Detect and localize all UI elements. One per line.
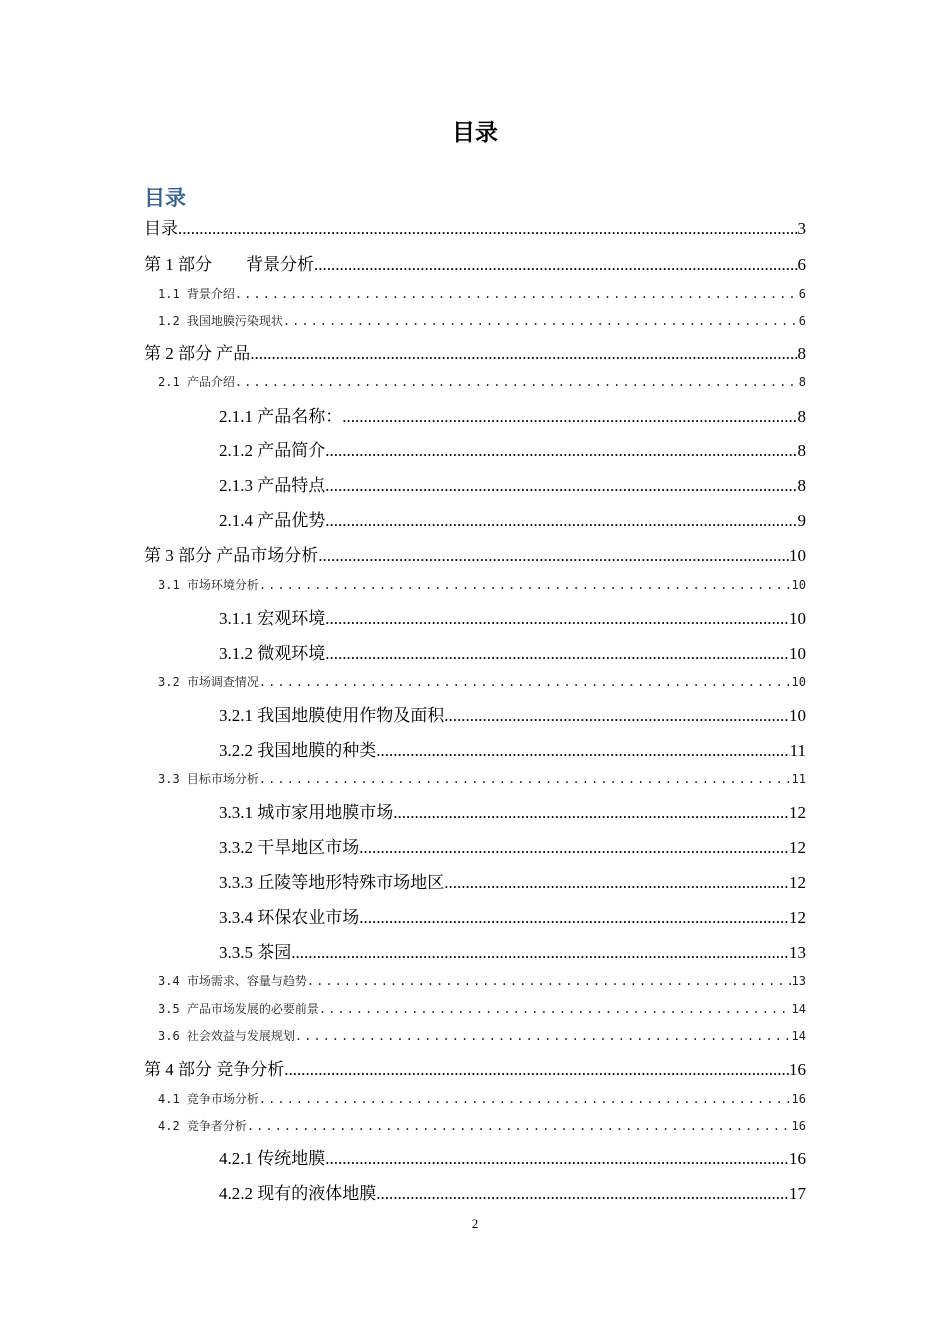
toc-dot-leader — [325, 441, 797, 460]
toc-entry-title: 第 2 部分 产品 — [144, 344, 251, 363]
toc-dot-leader — [376, 1184, 789, 1203]
toc-entry[interactable] — [158, 972, 806, 990]
toc-entry[interactable] — [158, 285, 806, 303]
toc-entry-page: 11 — [789, 741, 806, 760]
toc-entry[interactable] — [219, 402, 806, 426]
toc-entry-title: 3.2 市场调查情况 — [158, 675, 259, 689]
toc-entry[interactable] — [158, 770, 806, 788]
toc-entry-page: 9 — [797, 511, 806, 530]
toc-entry[interactable] — [219, 701, 806, 725]
toc-entry[interactable] — [219, 833, 806, 857]
toc-entry-page: 3 — [797, 219, 806, 238]
toc-entry-title: 3.3.5 茶园 — [219, 943, 292, 962]
page-title: 目录 — [452, 120, 498, 146]
toc-entry[interactable] — [219, 471, 806, 495]
toc-entry-title: 3.3.3 丘陵等地形特殊市场地区 — [219, 873, 445, 892]
toc-entry-title: 3.3.1 城市家用地膜市场 — [219, 803, 394, 822]
toc-entry-title: 4.1 竞争市场分析 — [158, 1092, 259, 1106]
toc-entry[interactable] — [219, 1144, 806, 1168]
toc-entry-title: 2.1.4 产品优势 — [219, 511, 326, 530]
toc-entry-title: 4.2.2 现有的液体地膜 — [219, 1184, 377, 1203]
toc-dot-leader — [393, 803, 789, 822]
toc-entry[interactable] — [219, 604, 806, 628]
toc-entry-title: 目录 — [144, 219, 178, 238]
toc-dot-leader — [359, 908, 789, 927]
toc-entry-title: 第 4 部分 竞争分析 — [144, 1060, 285, 1079]
toc-dot-leader — [259, 675, 792, 689]
toc-entry-title: 4.2.1 传统地膜 — [219, 1149, 326, 1168]
toc-entry[interactable] — [219, 506, 806, 530]
toc-entry[interactable] — [219, 736, 806, 760]
toc-dot-leader — [295, 1029, 792, 1043]
toc-dot-leader — [325, 476, 797, 495]
toc-entry-title: 第 3 部分 产品市场分析 — [144, 546, 319, 565]
toc-dot-leader — [325, 1149, 789, 1168]
toc-entry[interactable] — [158, 1000, 806, 1018]
toc-entry-title: 3.1.2 微观环境 — [219, 644, 326, 663]
toc-entry-page: 6 — [798, 287, 806, 301]
toc-entry-page: 8 — [798, 375, 806, 389]
toc-entry-page: 13 — [789, 943, 806, 962]
toc-entry-page: 12 — [789, 908, 806, 927]
toc-dot-leader — [444, 706, 789, 725]
toc-entry-page: 6 — [798, 314, 806, 328]
toc-entry[interactable] — [219, 436, 806, 460]
toc-entry-page: 11 — [791, 772, 806, 786]
toc-entry-page: 8 — [797, 476, 806, 495]
toc-entry-page: 8 — [797, 441, 806, 460]
toc-dot-leader — [359, 838, 789, 857]
toc-entry-page: 14 — [791, 1002, 806, 1016]
toc-entry[interactable] — [158, 1090, 806, 1108]
toc-entry-page: 10 — [789, 546, 806, 565]
toc-entry-page: 12 — [789, 873, 806, 892]
toc-entry-page: 16 — [791, 1092, 806, 1106]
toc-dot-leader — [314, 255, 798, 274]
toc-entry-page: 10 — [791, 675, 806, 689]
toc-dot-leader — [235, 375, 799, 389]
toc-entry[interactable] — [144, 541, 806, 565]
toc-dot-leader — [178, 219, 798, 238]
toc-dot-leader — [318, 546, 789, 565]
toc-entry-page: 6 — [797, 255, 806, 274]
toc-entry-page: 10 — [789, 706, 806, 725]
toc-entry-title: 2.1.2 产品简介 — [219, 441, 326, 460]
toc-entry-page: 16 — [789, 1060, 806, 1079]
toc-entry[interactable] — [158, 373, 806, 391]
toc-entry[interactable] — [219, 639, 806, 663]
toc-entry-page: 12 — [789, 838, 806, 857]
toc-entry-title: 3.4 市场需求、容量与趋势 — [158, 974, 307, 988]
toc-entry[interactable] — [219, 1179, 806, 1203]
toc-entry[interactable] — [219, 868, 806, 892]
toc-dot-leader — [444, 873, 789, 892]
toc-entry[interactable] — [158, 1027, 806, 1045]
toc-entry[interactable] — [219, 903, 806, 927]
toc-entry-title: 3.2.2 我国地膜的种类 — [219, 741, 377, 760]
toc-entry[interactable] — [158, 312, 806, 330]
toc-entry[interactable] — [158, 576, 806, 594]
toc-entry-title: 3.1 市场环境分析 — [158, 578, 259, 592]
toc-dot-leader — [376, 741, 789, 760]
toc-dot-leader — [319, 1002, 792, 1016]
toc-entry[interactable] — [158, 1117, 806, 1135]
toc-entry-page: 16 — [791, 1119, 806, 1133]
toc-entry-title: 3.5 产品市场发展的必要前景 — [158, 1002, 319, 1016]
toc-dot-leader — [325, 511, 797, 530]
toc-entry[interactable] — [158, 673, 806, 691]
toc-dot-leader — [259, 772, 792, 786]
toc-entry-page: 10 — [791, 578, 806, 592]
toc-heading: 目录 — [144, 186, 186, 210]
toc-dot-leader — [259, 1092, 792, 1106]
toc-entry-title: 3.3.4 环保农业市场 — [219, 908, 360, 927]
toc-dot-leader — [325, 609, 789, 628]
toc-dot-leader — [250, 344, 797, 363]
toc-entry-title: 3.6 社会效益与发展规划 — [158, 1029, 295, 1043]
toc-entry-page: 14 — [791, 1029, 806, 1043]
toc-entry-title: 3.2.1 我国地膜使用作物及面积 — [219, 706, 445, 725]
toc-entry-page: 12 — [789, 803, 806, 822]
toc-entry-page: 10 — [789, 609, 806, 628]
toc-dot-leader — [283, 314, 799, 328]
toc-entry-title: 1.1 背景介绍 — [158, 287, 235, 301]
toc-entry[interactable] — [144, 1055, 806, 1079]
toc-entry-page: 17 — [789, 1184, 806, 1203]
toc-entry[interactable] — [219, 938, 806, 962]
toc-entry-page: 8 — [797, 407, 806, 426]
toc-entry[interactable] — [144, 214, 806, 238]
toc-dot-leader — [325, 644, 789, 663]
page-number: 2 — [471, 1216, 479, 1231]
toc-entry-page: 13 — [791, 974, 806, 988]
toc-dot-leader — [291, 943, 789, 962]
toc-entry-title: 2.1.1 产品名称： — [219, 407, 343, 426]
toc-dot-leader — [284, 1060, 789, 1079]
toc-entry[interactable] — [219, 798, 806, 822]
toc-entry-title: 2.1 产品介绍 — [158, 375, 235, 389]
toc-entry-title: 3.3.2 干旱地区市场 — [219, 838, 360, 857]
toc-entry-page: 10 — [789, 644, 806, 663]
toc-dot-leader — [259, 578, 792, 592]
toc-dot-leader — [247, 1119, 792, 1133]
toc-entry[interactable] — [144, 250, 806, 274]
toc-dot-leader — [307, 974, 792, 988]
toc-dot-leader — [235, 287, 799, 301]
toc-entry-title: 2.1.3 产品特点 — [219, 476, 326, 495]
toc-entry-title: 3.1.1 宏观环境 — [219, 609, 326, 628]
toc-entry-page: 8 — [797, 344, 806, 363]
toc-dot-leader — [342, 407, 797, 426]
toc-entry-title: 3.3 目标市场分析 — [158, 772, 259, 786]
toc-entry-title: 1.2 我国地膜污染现状 — [158, 314, 283, 328]
toc-entry-title: 第 1 部分 背景分析 — [144, 255, 314, 274]
toc-entry[interactable] — [144, 339, 806, 363]
toc-entry-page: 16 — [789, 1149, 806, 1168]
toc-entry-title: 4.2 竞争者分析 — [158, 1119, 247, 1133]
